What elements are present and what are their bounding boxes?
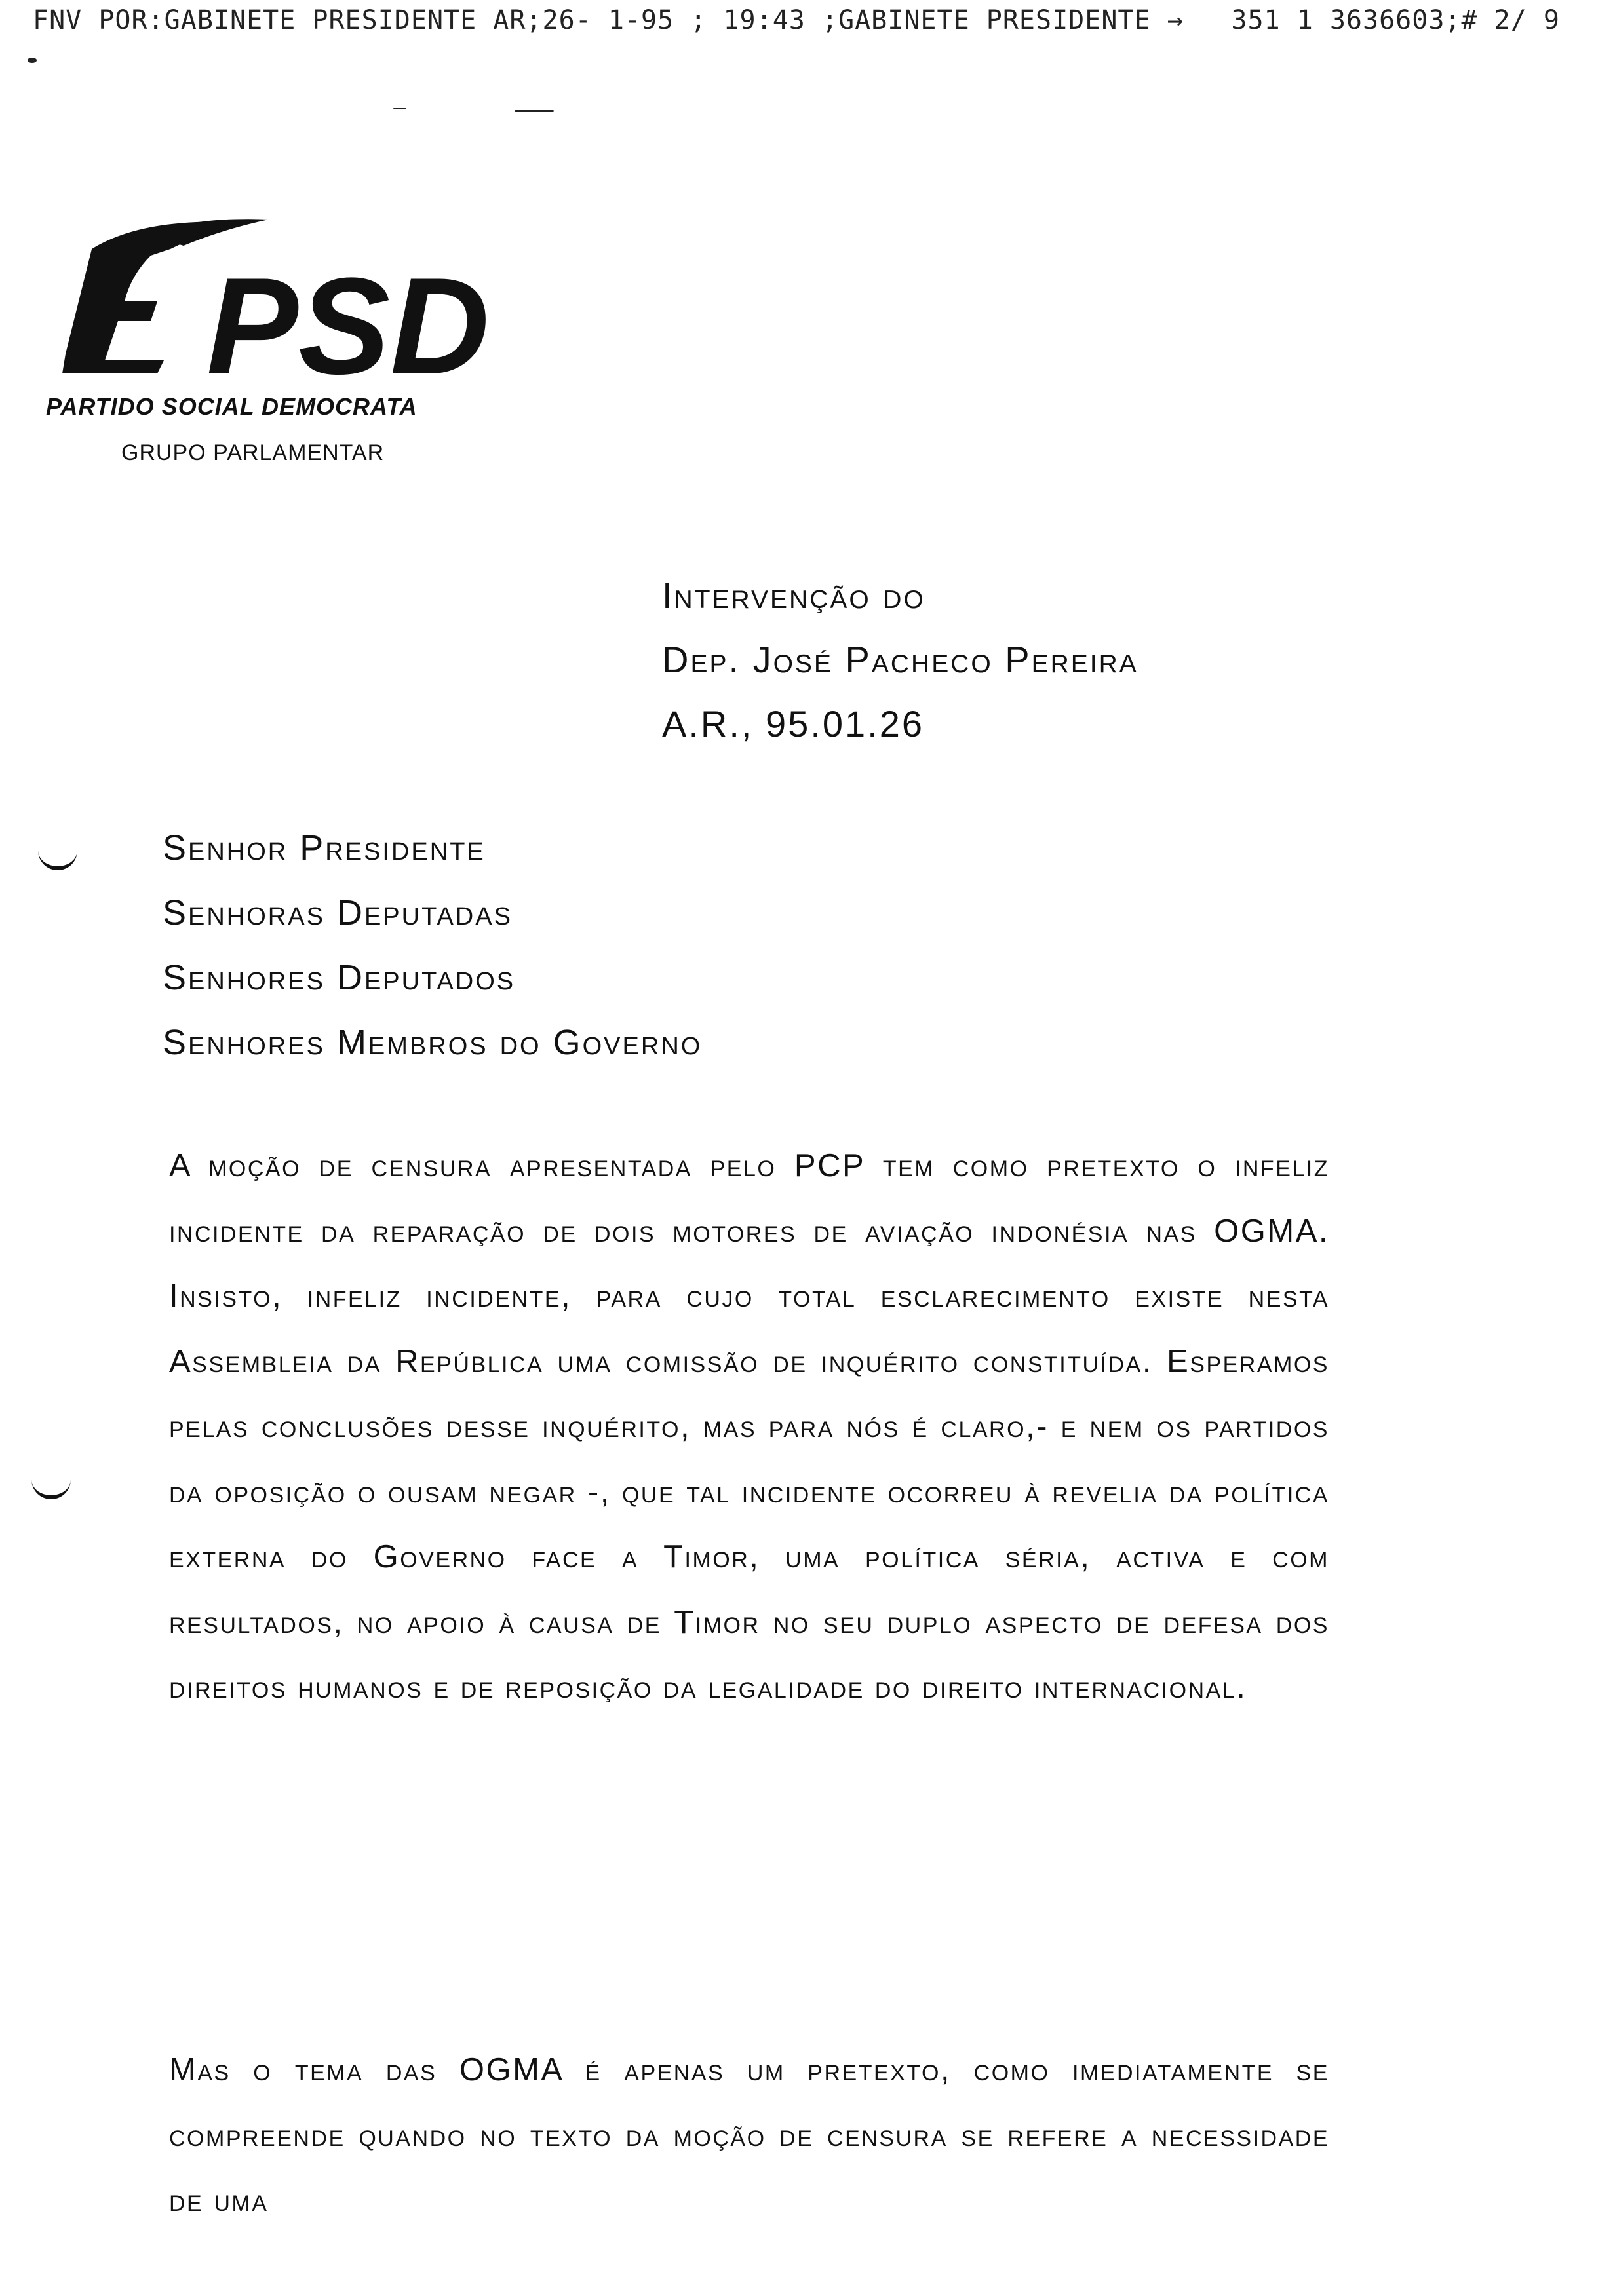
salutation-line: Senhor Presidente [163,828,486,868]
psd-emblem-icon [52,210,524,393]
salutation-line: Senhoras Deputadas [163,893,513,932]
party-logo [39,197,511,472]
margin-punch-mark [31,1476,71,1499]
salutation-line: Senhores Membros do Governo [163,1023,703,1062]
paragraph-1 [169,1134,1329,1721]
paragraph-text: A moção de censura apresentada pelo PCP tem como pretexto o infeliz incidente da reparação de dois motores de aviação indonésia nas OGMA. Insisto, infeliz incidente, para cujo total esclarecimento existe nesta Assembleia da República uma comissão de inquérito constituída. Esperamos pelas conclusões desse inquérito, mas para nós é claro,- e nem os partidos da oposição o ousam negar -, que tal incidente ocorreu à revelia da política externa do Governo face a Timor, uma política séria, activa e com resultados, no apoio à causa de Timor no seu duplo aspecto de defesa dos direitos humanos e de reposição da legalidade do direito internacional. [169,1148,1329,1705]
psd-wordmark: PSD [206,249,490,393]
scan-speck [28,58,37,63]
speech-title: Intervenção do [662,575,925,616]
fax-header-page-info: 351 1 3636603;# 2/ 9 [1231,5,1560,35]
paragraph-text: Mas o tema das OGMA é apenas um pretexto, como imediatamente se compreende quando no texto da moção de censura se refere a necessidade de uma [169,2052,1329,2218]
paragraph-2 [169,2038,1329,2234]
parliamentary-group: GRUPO PARLAMENTAR [121,440,385,465]
speech-header [662,564,1138,756]
speech-date: A.R., 95.01.26 [662,703,925,744]
scan-speck [393,108,406,109]
speech-author: Dep. José Pacheco Pereira [662,639,1138,680]
salutation-line: Senhores Deputados [163,958,516,997]
margin-punch-mark [38,847,77,870]
salutations [163,816,702,1075]
scan-speck [515,110,554,112]
fax-header-sender: FNV POR:GABINETE PRESIDENTE AR;26- 1-95 ; 19:43 ;GABINETE PRESIDENTE → [33,5,1184,35]
party-name: PARTIDO SOCIAL DEMOCRATA [46,393,418,420]
